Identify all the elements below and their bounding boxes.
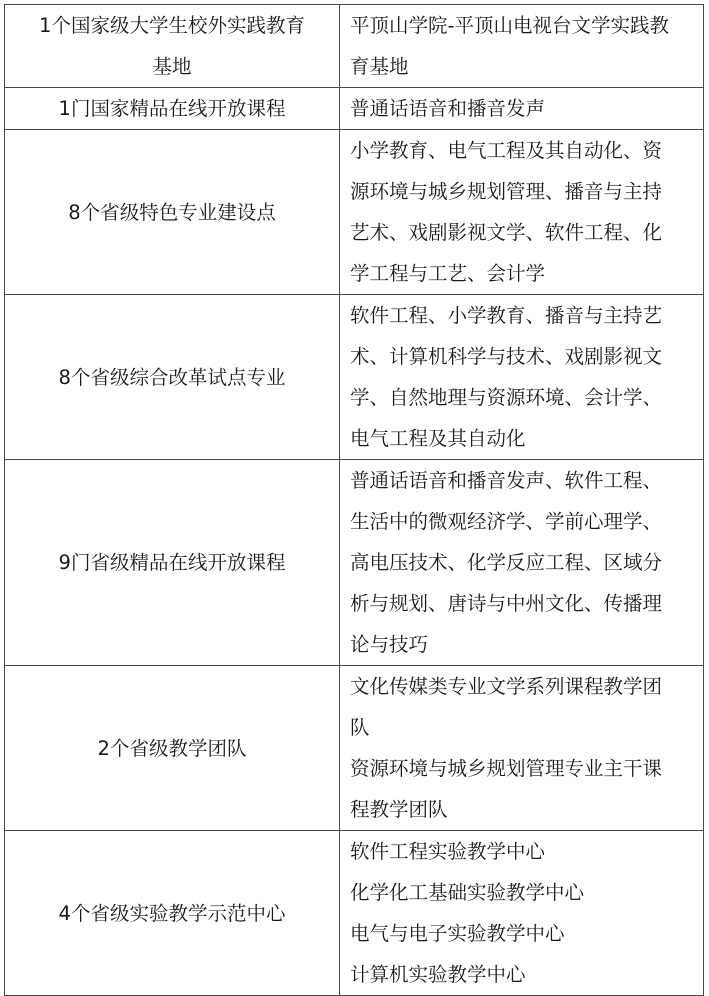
detail-text-line: 文化传媒类专业文学系列课程教学团: [350, 675, 663, 698]
category-text-line: 8个省级综合改革试点专业: [58, 365, 286, 389]
detail-cell: [340, 460, 704, 666]
category-text-line: 8个省级特色专业建设点: [68, 200, 276, 224]
category-text-line: 1门国家精品在线开放课程: [58, 97, 286, 120]
detail-cell: [340, 130, 704, 295]
detail-text-line: 队: [350, 716, 370, 739]
detail-text-line: 源环境与城乡规划管理、播音与主持: [350, 180, 663, 203]
detail-text-line: 软件工程、小学教育、播音与主持艺: [350, 304, 663, 327]
category-cell: [5, 831, 340, 996]
detail-text-line: 程教学团队: [350, 798, 448, 821]
category-cell: [5, 130, 340, 295]
table-row: [5, 666, 704, 831]
detail-text-line: 电气工程及其自动化: [350, 427, 526, 450]
honors-table: [4, 4, 704, 996]
detail-text-line: 育基地: [350, 55, 409, 78]
detail-text-line: 化学化工基础实验教学中心: [350, 881, 585, 904]
category-text-line: 4个省级实验教学示范中心: [58, 901, 286, 925]
detail-text-line: 高电压技术、化学反应工程、区域分: [350, 551, 663, 574]
detail-text-line: 艺术、戏剧影视文学、软件工程、化: [350, 221, 663, 244]
detail-cell: [340, 88, 704, 130]
category-text-line: 基地: [152, 55, 192, 78]
detail-text-line: 计算机实验教学中心: [350, 963, 526, 986]
detail-text-line: 平顶山学院-平顶山电视台文学实践教: [350, 14, 670, 37]
category-cell: [5, 295, 340, 460]
category-cell: [5, 5, 340, 88]
table-row: [5, 831, 704, 996]
detail-text-line: 术、计算机科学与技术、戏剧影视文: [350, 345, 663, 368]
table-row: [5, 88, 704, 130]
category-cell: [5, 88, 340, 130]
detail-cell: [340, 666, 704, 831]
table-row: [5, 130, 704, 295]
detail-text-line: 论与技巧: [350, 633, 429, 656]
detail-cell: [340, 5, 704, 88]
category-cell: [5, 666, 340, 831]
category-text-line: 2个省级教学团队: [97, 736, 247, 760]
detail-text-line: 普通话语音和播音发声: [350, 97, 546, 120]
category-cell: [5, 460, 340, 666]
detail-text-line: 资源环境与城乡规划管理专业主干课: [350, 757, 663, 780]
detail-text-line: 析与规划、唐诗与中州文化、传播理: [350, 592, 663, 615]
table-row: [5, 460, 704, 666]
table-row: [5, 5, 704, 88]
honors-table-container: [4, 4, 704, 996]
category-text-line: 9门省级精品在线开放课程: [58, 551, 286, 574]
detail-text-line: 普通话语音和播音发声、软件工程、: [350, 469, 663, 492]
table-row: [5, 295, 704, 460]
detail-text-line: 学、自然地理与资源环境、会计学、: [350, 386, 663, 409]
detail-text-line: 软件工程实验教学中心: [350, 840, 546, 863]
detail-text-line: 小学教育、电气工程及其自动化、资: [350, 139, 663, 162]
category-text-line: 1个国家级大学生校外实践教育: [39, 14, 305, 37]
detail-text-line: 电气与电子实验教学中心: [350, 922, 565, 945]
detail-cell: [340, 831, 704, 996]
detail-cell: [340, 295, 704, 460]
detail-text-line: 学工程与工艺、会计学: [350, 262, 546, 285]
detail-text-line: 生活中的微观经济学、学前心理学、: [350, 510, 663, 533]
